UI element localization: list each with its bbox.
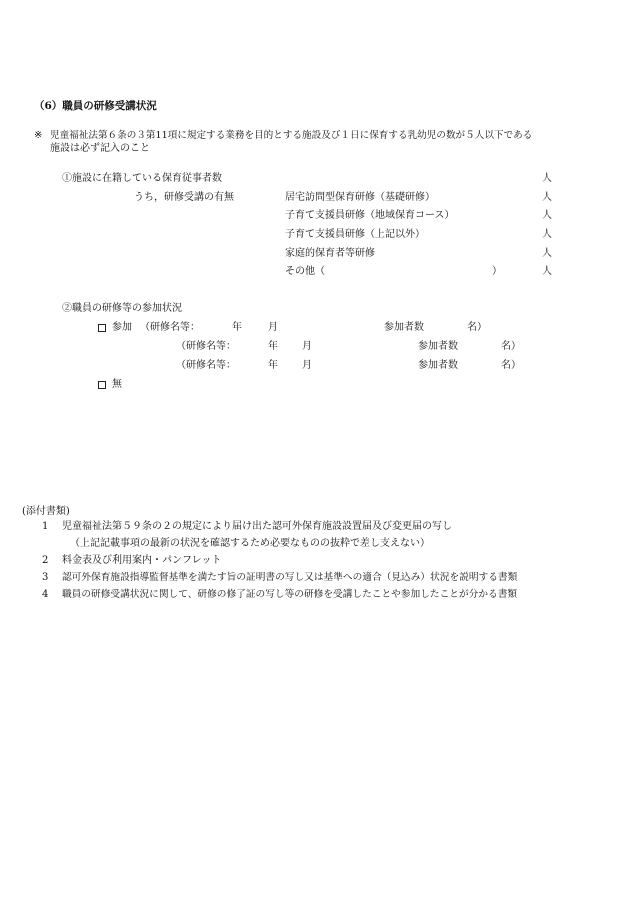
training-status-label: うち，研修受講の有無 — [134, 192, 234, 203]
training-item-unit: 人 — [542, 248, 552, 259]
count-unit-label: 名） — [501, 360, 521, 371]
participation-yes-label: 参加 — [112, 322, 132, 333]
attachments-heading: (添付書類) — [22, 506, 70, 517]
year-label: 年 — [268, 360, 278, 371]
month-label: 月 — [268, 322, 278, 333]
section-heading: （6）職員の研修受講状況 — [34, 100, 157, 112]
training-item-name: 家庭的保育者等研修 — [285, 248, 375, 259]
training-name-label: （研修名等： — [176, 341, 236, 352]
count-unit-label: 名） — [501, 341, 521, 352]
participation-label: ②職員の研修等の参加状況 — [62, 303, 182, 314]
year-label: 年 — [232, 322, 242, 333]
participants-label: 参加者数 — [384, 322, 424, 333]
training-other-close: ） — [492, 266, 502, 277]
checkbox-icon[interactable] — [98, 381, 106, 389]
attachment-number: 3 — [42, 572, 49, 583]
staff-count-label: ①施設に在籍している保育従事者数 — [62, 173, 222, 184]
checkbox-icon[interactable] — [98, 324, 106, 332]
attachment-subtext: （上記記載事項の最新の状況を確認するため必要なものの抜粋で差し支えない） — [70, 538, 430, 549]
attachment-text: 料金表及び利用案内・パンフレット — [62, 555, 222, 566]
training-item-name: 子育て支援員研修（地域保育コース） — [285, 210, 455, 221]
note-line-1: 児童福祉法第６条の３第11項に規定する業務を目的とする施設及び１日に保育する乳幼児の数が５人以下である — [50, 130, 533, 141]
training-item-unit: 人 — [542, 229, 552, 240]
training-item-unit: 人 — [542, 210, 552, 221]
month-label: 月 — [302, 360, 312, 371]
count-unit-label: 名） — [467, 322, 487, 333]
participation-no-label: 無 — [112, 379, 122, 390]
year-label: 年 — [268, 341, 278, 352]
attachment-text: 認可外保育施設指導監督基準を満たす旨の証明書の写し又は基準への適合（見込み）状況を説明する書類 — [62, 572, 518, 583]
training-item-name: 居宅訪問型保育研修（基礎研修） — [285, 192, 435, 203]
training-item-unit: 人 — [542, 192, 552, 203]
training-item-name: その他（ — [285, 266, 325, 277]
note-mark: ※ — [34, 130, 43, 141]
training-item-name: 子育て支援員研修（上記以外） — [285, 229, 425, 240]
attachment-number: 1 — [42, 521, 49, 532]
note-line-2: 施設は必ず記入のこと — [50, 143, 150, 154]
attachment-number: 4 — [42, 589, 49, 600]
training-name-label: （研修名等： — [176, 360, 236, 371]
training-item-unit: 人 — [542, 266, 552, 277]
month-label: 月 — [302, 341, 312, 352]
participants-label: 参加者数 — [418, 341, 458, 352]
staff-count-unit: 人 — [542, 173, 552, 184]
participation-no-option[interactable] — [98, 379, 122, 391]
participants-label: 参加者数 — [418, 360, 458, 371]
attachment-text: 職員の研修受講状況に関して、研修の修了証の写し等の研修を受講したことや参加したことが分かる書類 — [62, 589, 518, 600]
participation-yes-option[interactable] — [98, 322, 132, 334]
attachment-number: 2 — [42, 555, 49, 566]
training-name-label: （研修名等： — [140, 322, 200, 333]
attachment-text: 児童福祉法第５９条の２の規定により届け出た認可外保育施設設置届及び変更届の写し — [62, 521, 452, 532]
